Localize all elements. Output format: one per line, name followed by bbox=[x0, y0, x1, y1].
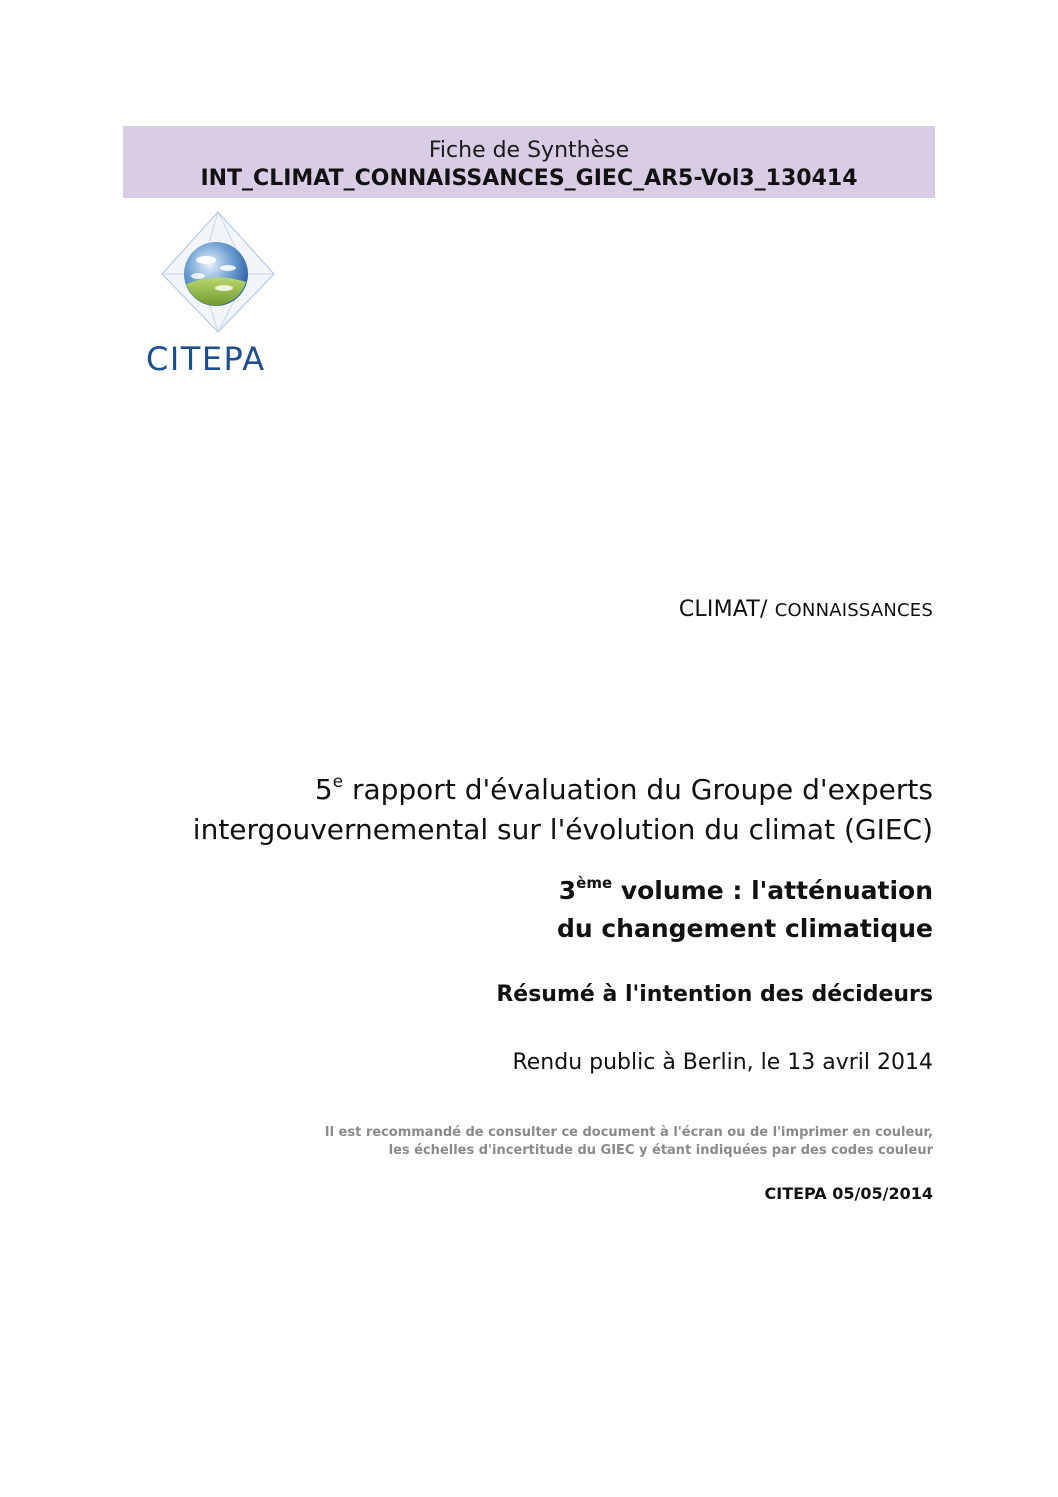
release-info: Rendu public à Berlin, le 13 avril 2014 bbox=[512, 1050, 933, 1075]
document-date: CITEPA 05/05/2014 bbox=[764, 1184, 933, 1203]
print-note bbox=[325, 1124, 933, 1160]
subtitle-line-1: 3ème volume : l'atténuation bbox=[558, 873, 933, 905]
print-note-line-2: les échelles d'incertitude du GIEC y étant indiquées par des codes couleur bbox=[388, 1143, 933, 1158]
globe-octahedron-icon bbox=[140, 208, 310, 378]
title-line-1: 5e rapport d'évaluation du Groupe d'experts bbox=[314, 770, 933, 806]
print-note-line-1: Il est recommandé de consulter ce document à l'écran ou de l'imprimer en couleur, bbox=[324, 1125, 933, 1140]
header-band bbox=[123, 126, 935, 198]
report-title bbox=[193, 770, 933, 850]
document-reference: INT_CLIMAT_CONNAISSANCES_GIEC_AR5-Vol3_130414 bbox=[200, 166, 858, 191]
summary-heading: Résumé à l'intention des décideurs bbox=[496, 982, 933, 1007]
logo-text: CITEPA bbox=[146, 340, 266, 378]
citepa-logo bbox=[140, 208, 310, 378]
document-type: Fiche de Synthèse bbox=[428, 138, 630, 163]
domain-main: CLIMAT/ bbox=[678, 597, 768, 622]
domain-sub: CONNAISSANCES bbox=[774, 600, 933, 621]
report-subtitle bbox=[557, 872, 933, 948]
document-domain bbox=[679, 597, 933, 622]
subtitle-line-2: du changement climatique bbox=[556, 914, 933, 943]
title-line-2: intergouvernemental sur l'évolution du climat (GIEC) bbox=[192, 813, 933, 846]
